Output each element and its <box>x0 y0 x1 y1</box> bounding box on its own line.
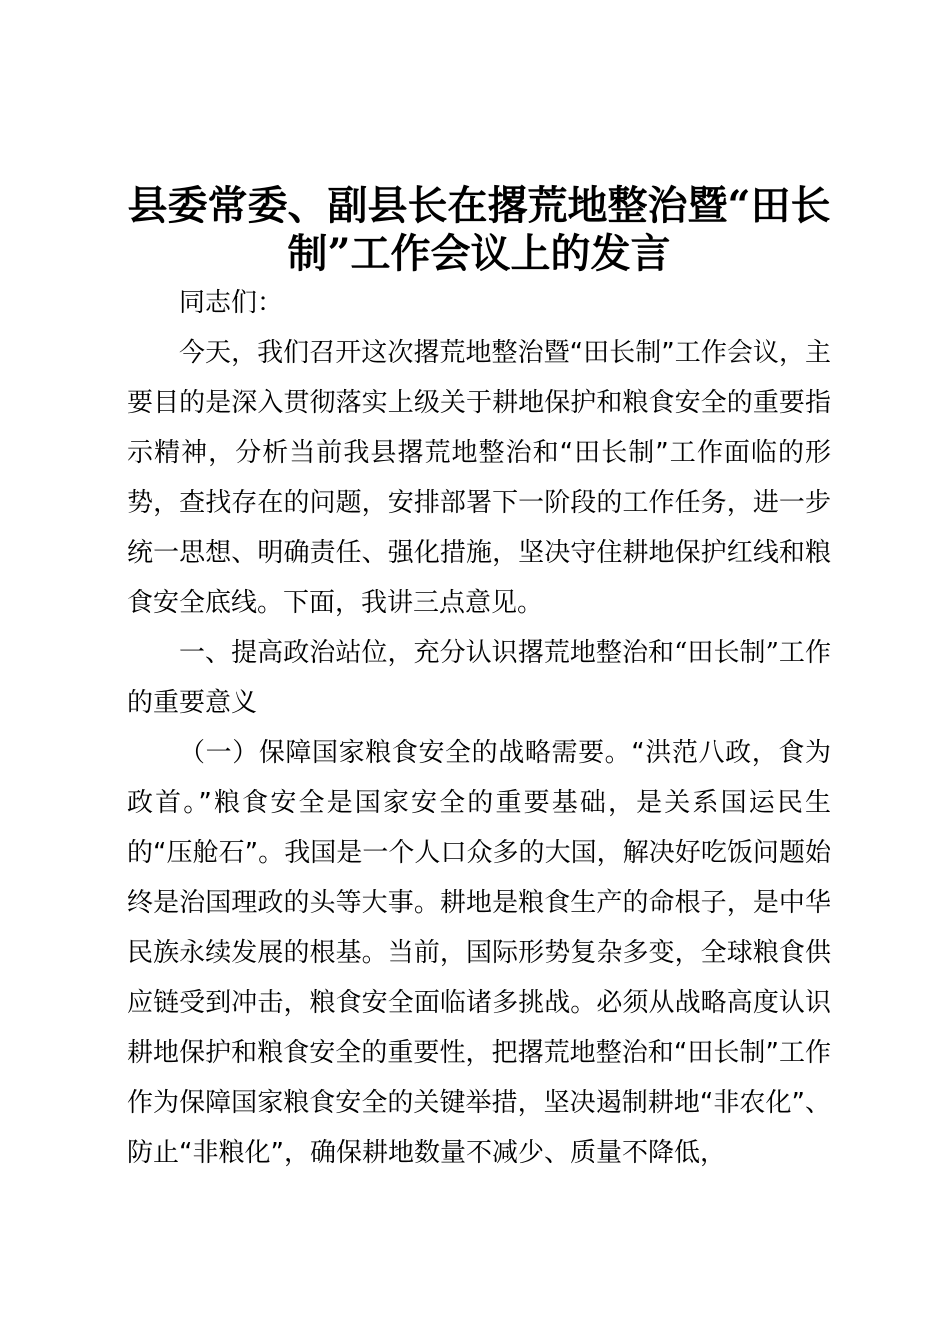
section-heading-1: 一、提高政治站位，充分认识撂荒地整治和“田长制”工作的重要意义 <box>127 638 831 718</box>
document-body <box>127 182 831 1178</box>
paragraph-intro: 今天，我们召开这次撂荒地整治暨“田长制”工作会议，主要目的是深入贯彻落实上级关于耕地保护和粮食安全的重要指示精神，分析当前我县撂荒地整治和“田长制”工作面临的形势，查找存在的问题，安排部署下一阶段的工作任务，进一步统一思想、明确责任、强化措施，坚决守住耕地保护红线和粮食安全底线。下面，我讲三点意见。 <box>127 338 831 618</box>
document-title: 县委常委、副县长在撂荒地整治暨“田长制”工作会议上的发言 <box>127 182 831 277</box>
paragraph-subsection-1: （一）保障国家粮食安全的战略需要。“洪范八政，食为政首。”粮食安全是国家安全的重要基础，是关系国运民生的“压舱石”。我国是一个人口众多的大国，解决好吃饭问题始终是治国理政的头等大事。耕地是粮食生产的命根子，是中华民族永续发展的根基。当前，国际形势复杂多变，全球粮食供应链受到冲击，粮食安全面临诸多挑战。必须从战略高度认识耕地保护和粮食安全的重要性，把撂荒地整治和“田长制”工作作为保障国家粮食安全的关键举措，坚决遏制耕地“非农化”、防止“非粮化”，确保耕地数量不减少、质量不降低， <box>127 738 831 1168</box>
salutation: 同志们： <box>179 288 284 318</box>
